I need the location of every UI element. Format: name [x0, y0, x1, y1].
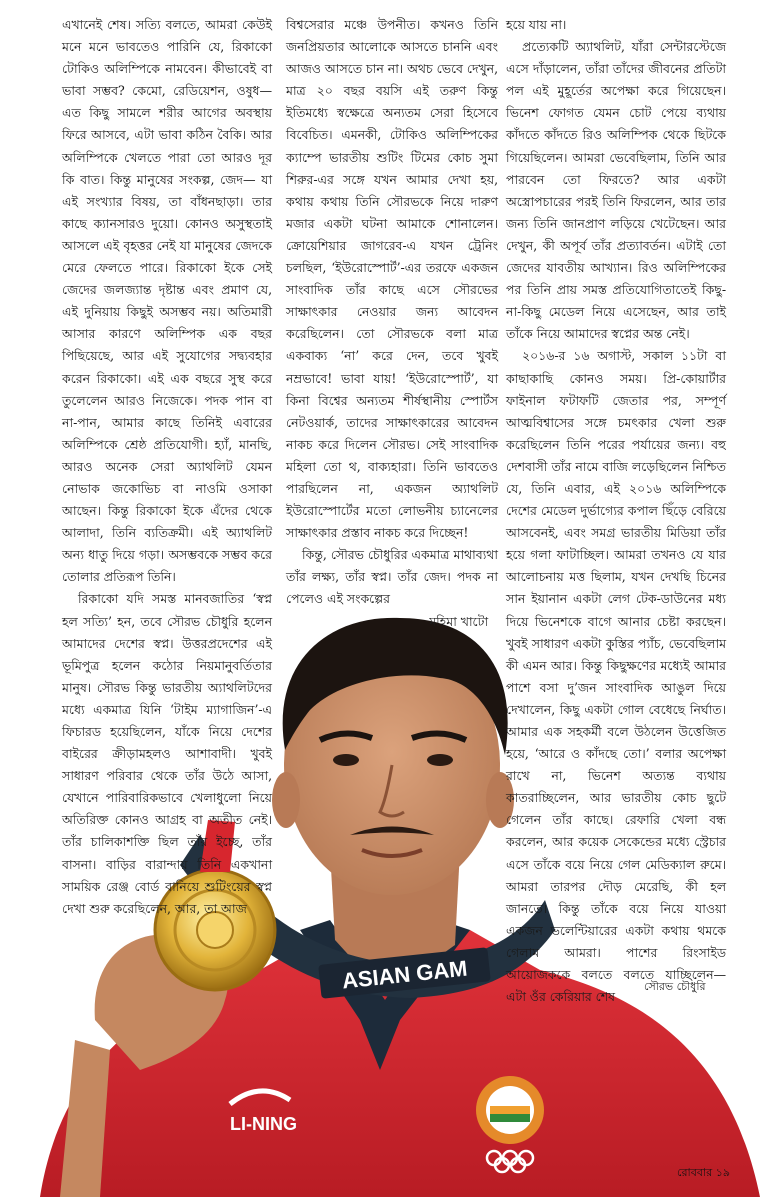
hair [283, 618, 508, 755]
ribbon-text [318, 947, 491, 999]
paragraph: হয়ে যায় না। [506, 17, 567, 32]
paragraph: বিশ্বসেরার মঞ্চে উপনীত। কখনও তিনি জনপ্রিয়তার আলোকে আসতে চাননি এবং আজও আসতে চান না। অথচ ভেবে দেখুন, মাত্র ২০ বছর বয়সি এই তরুণ কিন্তু ইতিমধ্যে স্বক্ষেত্রে অন্যতম সেরা হিসেবে বিবেচিত। এমনকী, টোকিও অলিম্পিকের ক্যাম্পে ভারতীয় শুটিং টিমের কোচ সুমা শিরুর-এর সঙ্গে যখন আমার দেখা হয়, কথায় কথায় তিনি সৌরভকে নিয়ে দারুণ মজার একটা ঘটনা আমাকে শোনালেন। ক্রোয়েশিয়ার জাগরেব-এ যখন ট্রেনিং চলছিল, ‘ইউরোস্পোর্ট’-এর তরফে একজন সাংবাদিক তাঁর কাছে এসে সৌরভের সাক্ষাৎকার নেওয়ার জন্য আবেদন করেছিলেন। তো সৌরভকে বলা মাত্র একবাক্য ‘না’ করে দেন, তবে খুবই নম্রভাবে! ভাবা যায়! ‘ইউরোস্পোর্ট’, যা কিনা বিশ্বের অন্যতম শীর্ষস্থানীয় স্পোর্টস নেটওয়ার্ক, তাদের সাক্ষাৎকারের আবেদন নাকচ করে দিলেন সৌরভ। সেই সাংবাদিক মহিলা তো থ, বাক্যহারা। তিনি ভাবতেও পারছিলেন না, একজন অ্যাথলিট ইউরোস্পোর্টের মতো লোভনীয় চ্যানেলের সাক্ষাৎকার প্রস্তাব নাকচ করে দিচ্ছেন! [286, 17, 498, 541]
paragraph: এখানেই শেষ। সত্যি বলতে, আমরা কেউই মনে মনে ভাবতেও পারিনি যে, রিকাকো টোকিও অলিম্পিকে নামবেন। কীভাবেই বা ভাবা সম্ভব? কেমো, রেডিয়েশন, ওষুধ— এত কিছু সামলে শরীর আগের অবস্থায় ফিরে আসবে, এটা ভাবা কঠিন বৈকি। আর অলিম্পিকে খেলতে পারা তো আরও দূর কি বাত। কিন্তু মানুষের সংকল্প, জেদ— যা এই সংখ্যার বিষয়, তা বাঁধনছাড়া। তার কাছে ক্যানসারও দুয়ো। কোনও অসুস্থতাই আসলে এই বৃহত্তর নেই যা মানুষের জেদকে মেরে ফেলতে পারে। রিকাকো ইকে সেই জেদের জলজ্যান্ত দৃষ্টান্ত এবং প্রমাণ যে, এই দুনিয়ায় কিছুই অসম্ভব নয়। অতিমারী আসার কারণে অলিম্পিক এক বছর পিছিয়েছে, আর এই সুযোগের সদ্ব্যবহার করেন রিকাকো। এই এক বছরে সুস্থ করে তুলেলেন আরও নিজেকে। পদক পান বা না-পান, আমার কাছে তিনিই এবারের অলিম্পিকে শ্রেষ্ঠ প্রতিযোগী। হ্যাঁ, মানছি, আরও অনেক সেরা অ্যাথলিট যেমন নোভাক জকোভিচ বা নাওমি ওসাকা আছেন। কিন্তু রিকাকো ইকে এঁদের থেকে আলাদা, তিনি ব্যতিক্রমী। এই অ্যাথলিট অন্য ধাতু দিয়ে গড়া। অসম্ভবকে সম্ভব করে তোলার প্রতিরূপ তিনি। [62, 17, 272, 585]
face [284, 635, 500, 895]
neck [330, 850, 460, 995]
brand-logo [230, 1091, 297, 1134]
olympic-association-emblem [476, 1076, 544, 1172]
paragraph: কিন্তু, সৌরভ চৌধুরির একমাত্র মাথাব্যথা তাঁর লক্ষ্য, তাঁর স্বপ্ন। তাঁর জেদ। পদক না পেলেও এই সংকল্পের [286, 547, 498, 607]
page-footer: রোববার ১৯ [677, 1166, 730, 1179]
svg-text:LI-NING: LI-NING [230, 1114, 297, 1134]
moustache [350, 827, 434, 836]
text-column-1 [62, 14, 272, 920]
hand [95, 934, 228, 1070]
jersey-collar [300, 920, 470, 1070]
paragraph: রিকাকো যদি সমস্ত মানবজাতির ‘স্বপ্ন হল সত্যি’ হন, তবে সৌরভ চৌধুরি হলেন আমাদের দেশের স্বপ্ন। উত্তরপ্রদেশের এই ভূমিপুত্র হলেন কঠোর নিয়মানুবর্তিতার মানুষ। সৌরভ কিন্তু ভারতীয় অ্যাথলিটদের মধ্যে একমাত্র যিনি ‘টাইম ম্যাগাজিন’-এ ফিচারড হয়েছিলেন, যাঁকে নিয়ে দেশের বাইরের ক্রীড়ামহলও আশাবাদী। খুবই সাধারণ পরিবার থেকে তাঁর উঠে আসা, যেখানে পারিবারিকভাবে খেলাধুলো নিয়ে অতিরিক্ত কোনও আগ্রহ বা অতীত নেই। তাঁর চালিকাশক্তি ছিল তাঁর ইচ্ছে, তাঁর বাসনা। বাড়ির বারান্দায় তিনি একখানা সাময়িক রেঞ্জ বোর্ড বানিয়ে শুটিংয়ের স্বপ্ন দেখা শুরু করেছিলেন, আর, তা আজ [62, 591, 272, 916]
author-byline: মহিমা খাটো [429, 613, 488, 629]
paragraph: প্রত্যেকটি অ্যাথলিট, যাঁরা সেন্টারস্টেজে এসে দাঁড়ালেন, তাঁরা তাঁদের জীবনের প্রতিটা পল এই মুহূর্তের অপেক্ষা করে গিয়েছেন। ভিনেশ ফোগত যেমন চোট পেয়ে ব্যথায় কাঁদতে কাঁদতে রিও অলিম্পিক থেকে ছিটকে গিয়েছিলেন। আমরা ভেবেছিলাম, তিনি আর পারবেন তো ফিরতে? আর একটা অস্ত্রোপচারের পরই তিনি ফিরলেন, আর তার জন্য তিনি জানপ্রাণ লড়িয়ে খেটেছেন। আর দেখুন, কী অপূর্ব তাঁর প্রত্যাবর্তন। এটাই তো জেদের যাবতীয় আখ্যান। রিও অলিম্পিকের পর তিনি প্রায় সমস্ত প্রতিযোগিতাতেই কিছু-না-কিছু মেডেল নিয়ে এসেছেন, আর তাই তাঁকে নিয়ে আমাদের স্বপ্নের অন্ত নেই। [506, 39, 726, 342]
text-column-3 [506, 14, 726, 1008]
paragraph: ২০১৬-র ১৬ অগাস্ট, সকাল ১১টা বা কাছাকাছি কোনও সময়। প্রি-কোয়ার্টার ফাইনাল ফটাফটি জেতার পর, সম্পূর্ণ আত্মবিশ্বাসের সঙ্গে চমৎকার খেলা শুরু করেছিলেন তিনি পরের পর্যায়ের জন্য। বহু দেশবাসী তাঁর নামে বাজি লড়েছিলেন নিশ্চিত যে, তিনি এবার, এই ২০১৬ অলিম্পিকে দেশের মেডেল দুর্ভাগ্যের কপাল ছিঁড়ে বেরিয়ে আসবেনই, এবং সমগ্র ভারতীয় মিডিয়া তাঁর হয়ে গলা ফাটাচ্ছিল। আমরা তখনও যে যার আলোচনায় মত্ত ছিলাম, যখন দেখছি চিনের সান ইয়ানান একটা লেগ টেক-ডাউনের মধ্য দিয়ে ভিনেশকে বাগে আনার চেষ্টা করছেন। খুবই সাধারণ একটা কুস্তির প্যাঁচ, ভেবেছিলাম কী এমন আর। কিন্তু কিছুক্ষণের মধ্যেই আমার পাশে বসা দু’জন সাংবাদিক আঙুল দিয়ে দেখালেন, কিছু একটা গোল বেধেছে নির্ঘাত। আমার এক সহকর্মী বলে উঠলেন উত্তেজিত হয়ে, ‘আরে ও কাঁদছে তো।’ বলার অপেক্ষা রাখে না, ভিনেশ অত্যন্ত ব্যথায় কাতরাচ্ছিলেন, আর ভারতীয় কোচ ছুটে গেলেন তাঁর কাছে। রেফারি খেলা বন্ধ করলেন, আর কয়েক সেকেন্ডের মধ্যে স্ট্রেচার এসে তাঁকে বয়ে নিয়ে গেল মেডিক্যাল রুমে। আমরা তারপর দৌড় মেরেছি, কী হল জানতে। কিন্তু তাঁকে বয়ে নিয়ে যাওয়া একজন ভলেন্টিয়ারের একটা কথায় থমকে গেলাম আমরা। পাশের রিংসাইড আয়োজককে বলতে বলতে যাচ্ছিলেন— এটা ওঁর কেরিয়ার শেষ [506, 348, 726, 1005]
text-column-2 [286, 14, 498, 633]
svg-text:ASIAN GAM: ASIAN GAM [340, 955, 469, 994]
photo-caption: সৌরভ চৌধুরি [644, 980, 706, 993]
